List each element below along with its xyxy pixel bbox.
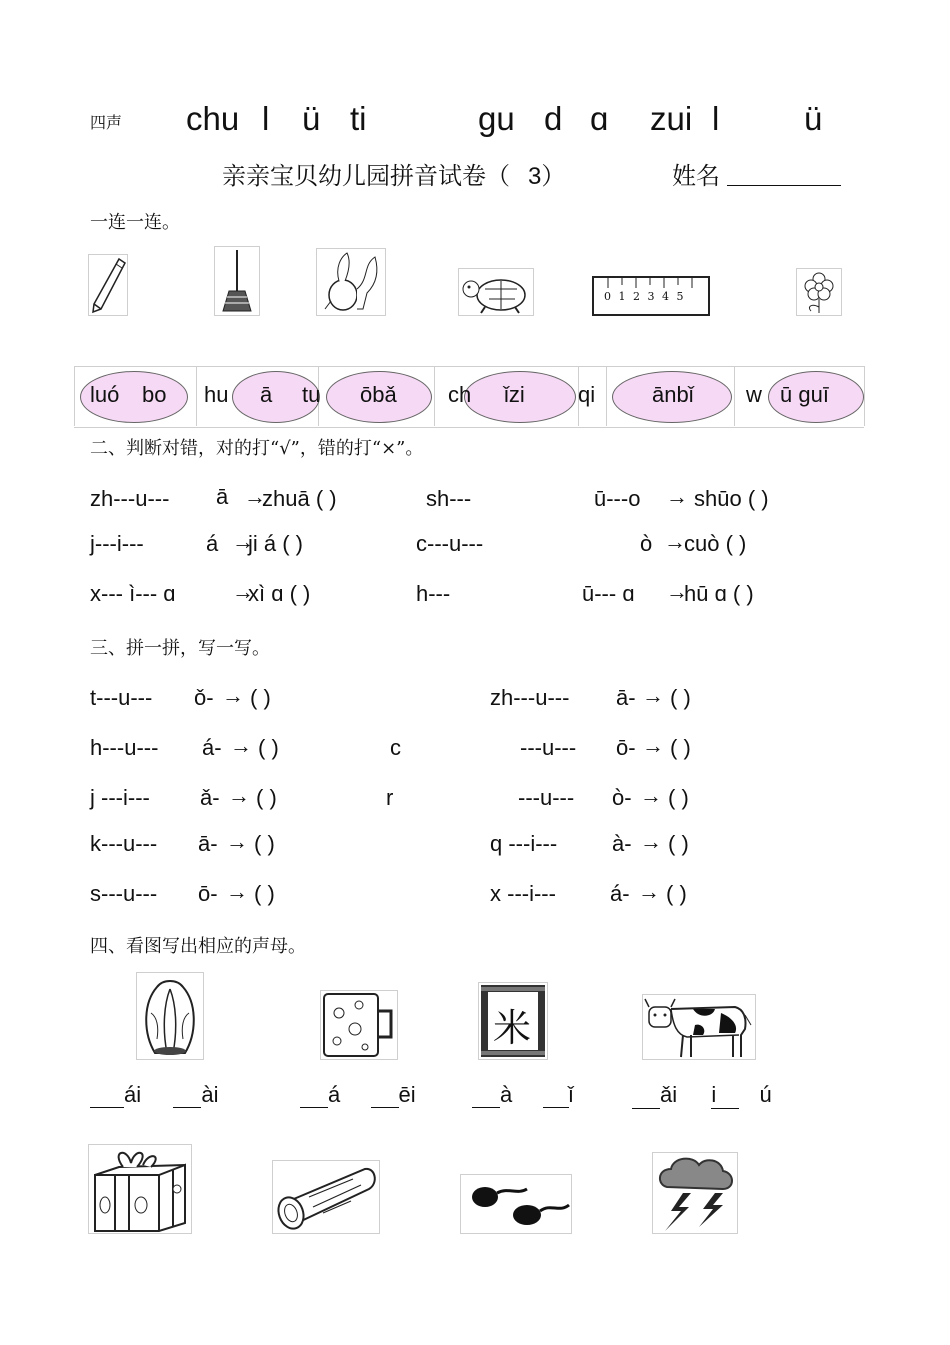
title-text: 亲亲宝贝幼儿园拼音试卷（ [222, 162, 510, 190]
arrow-icon: → [226, 829, 248, 854]
arrow-icon: → [666, 484, 688, 509]
tile-1-part-b: bo [142, 382, 167, 407]
top-pinyin-1: chu [186, 100, 240, 137]
tile-3-part-a: tu [302, 382, 321, 407]
arrow-icon: → [232, 579, 254, 604]
ruler-marks: 0 1 2 3 4 5 [604, 290, 684, 303]
arrow-icon: → [244, 484, 266, 509]
title-close: ） [541, 162, 566, 190]
answer-blank-1[interactable] [90, 1082, 219, 1108]
arrow-icon: → [642, 683, 664, 708]
tile-6-part-a: w [746, 382, 762, 407]
judge-row3b-result[interactable]: hū ɑ ( ) [684, 581, 754, 606]
blank-line[interactable] [90, 1087, 124, 1108]
top-pinyin-7: ɑ [590, 100, 609, 137]
spell-row1b-tone: ā- [616, 685, 636, 710]
top-pinyin-10: ü [804, 100, 823, 137]
arrow-icon: → [226, 879, 248, 904]
log-icon [272, 1160, 380, 1234]
cabbage-icon [136, 972, 204, 1060]
spell-row2b-tone: ō- [616, 735, 636, 760]
answer-blank-4[interactable] [632, 1082, 772, 1109]
spell-row2-answer[interactable]: ( ) [258, 735, 279, 760]
top-pinyin-9: l [712, 100, 720, 137]
judge-row2b-tone: ò [640, 531, 653, 556]
spell-row2b-answer[interactable]: ( ) [670, 735, 691, 760]
spell-row2-left: h---u--- [90, 735, 159, 760]
blank-final: à [500, 1082, 513, 1107]
blank-line[interactable] [632, 1088, 660, 1109]
spell-row3b-initial: r [386, 785, 394, 810]
arrow-icon: → [228, 783, 250, 808]
section4-heading: 四、看图写出相应的声母。 [90, 936, 306, 957]
tile-3-part-b: ōbǎ [360, 382, 397, 407]
judge-row1b-left: sh--- [426, 486, 472, 511]
spell-row1b-answer[interactable]: ( ) [670, 685, 691, 710]
broom-icon [214, 246, 260, 316]
blank-final: ǎi [660, 1082, 678, 1107]
answer-blank-3[interactable] [472, 1082, 573, 1108]
spell-row1-tone: ǒ- [194, 685, 214, 710]
judge-row1b-tone: ū---o [594, 486, 641, 511]
arrow-icon: → [222, 683, 244, 708]
top-pinyin-8: zui [650, 100, 693, 137]
blank-line[interactable] [300, 1087, 328, 1108]
cup-icon [320, 990, 398, 1060]
judge-row2b-left: c---u--- [416, 531, 484, 556]
blank-final: ài [201, 1082, 219, 1107]
arrow-icon: → [642, 733, 664, 758]
spell-row4-left: k---u--- [90, 831, 158, 856]
rice-character: 米 [493, 1006, 532, 1050]
arrow-icon: → [640, 783, 662, 808]
blank-final: ēi [398, 1082, 416, 1107]
blank-final: ái [124, 1082, 142, 1107]
blank-line[interactable] [472, 1087, 500, 1108]
ruler-icon [592, 276, 710, 316]
spell-row1-answer[interactable]: ( ) [250, 685, 271, 710]
top-pinyin-5: gu [478, 100, 515, 137]
turtle-icon [458, 268, 534, 316]
tile-6-part-b: ū guī [780, 382, 829, 407]
radish-icon [316, 248, 386, 316]
arrow-icon: → [232, 529, 254, 554]
arrow-icon: → [230, 733, 252, 758]
section1-heading: 一连一连。 [90, 212, 180, 233]
spell-row3b-answer[interactable]: ( ) [668, 785, 689, 810]
judge-row2-tone: á [206, 531, 219, 556]
blank-initial: i [711, 1082, 717, 1107]
spell-row4-answer[interactable]: ( ) [254, 831, 275, 856]
arrow-icon: → [664, 529, 686, 554]
section2-heading: 二、判断对错，对的打“√”，错的打“×”。 [90, 438, 424, 459]
title-number: 3 [528, 163, 542, 190]
spell-row3-left: j ---i--- [90, 785, 150, 810]
cloud-lightning-icon [652, 1152, 738, 1234]
name-label: 姓名 [672, 162, 720, 190]
spell-row3b-tone: ò- [612, 785, 632, 810]
spell-row5-tone: ō- [198, 881, 218, 906]
top-pinyin-4: ti [350, 100, 367, 137]
arrow-icon: → [640, 829, 662, 854]
cow-icon [642, 994, 756, 1060]
blank-final: ú [759, 1082, 772, 1107]
tadpole-icon [460, 1174, 572, 1234]
spell-row2b-initial: c [390, 735, 401, 760]
judge-row3b-left: h--- [416, 581, 451, 606]
judge-row3b-tone: ū--- ɑ [582, 581, 635, 606]
spell-row1-left: t---u--- [90, 685, 153, 710]
tile-2-part-b: ā [260, 382, 273, 407]
pencil-icon [88, 254, 128, 316]
spell-row5-left: s---u--- [90, 881, 158, 906]
judge-row1b-result[interactable]: shūo ( ) [694, 486, 769, 511]
tile-2-part-a: hu [204, 382, 229, 407]
judge-row1-result[interactable]: zhuā ( ) [262, 486, 337, 511]
judge-row2-left: j---i--- [90, 531, 144, 556]
spell-row5b-answer[interactable]: ( ) [666, 881, 687, 906]
blank-final: ǐ [568, 1082, 574, 1107]
top-pinyin-2: l [262, 100, 270, 137]
name-input-line[interactable] [727, 185, 841, 186]
spell-row4b-left: q ---i--- [490, 831, 558, 856]
spell-row3b-left: ---u--- [518, 785, 575, 810]
tile-5-part-b: ānbǐ [652, 382, 694, 407]
rice-icon [478, 982, 548, 1060]
judge-row3-left: x--- ì--- ɑ [90, 581, 176, 606]
blank-line[interactable] [543, 1087, 569, 1108]
judge-row2-result[interactable]: ji á ( ) [248, 531, 303, 556]
flower-icon [796, 268, 842, 316]
tile-4-part-b: ǐzi [504, 382, 525, 407]
top-pinyin-6: d [544, 100, 563, 137]
spell-row1b-left: zh---u--- [490, 685, 570, 710]
spell-row3-answer[interactable]: ( ) [256, 785, 277, 810]
answer-blank-2[interactable] [300, 1082, 416, 1108]
blank-final: á [328, 1082, 341, 1107]
spell-row2-tone: á- [202, 735, 222, 760]
tone-label: 四声 [90, 113, 123, 132]
judge-row1-tone: ā [216, 484, 229, 509]
blank-line[interactable] [711, 1082, 739, 1109]
spell-row5b-left: x ---i--- [490, 881, 556, 906]
tile-5-part-a: qi [578, 382, 596, 407]
spell-row4b-answer[interactable]: ( ) [668, 831, 689, 856]
judge-row3-result[interactable]: xì ɑ ( ) [248, 581, 311, 606]
section3-heading: 三、拼一拼，写一写。 [90, 638, 270, 659]
tile-1-part-a: luó [90, 382, 120, 407]
spell-row5-answer[interactable]: ( ) [254, 881, 275, 906]
spell-row4-tone: ā- [198, 831, 218, 856]
spell-row5b-tone: á- [610, 881, 630, 906]
judge-row1-left: zh---u--- [90, 486, 170, 511]
blank-line[interactable] [371, 1087, 399, 1108]
arrow-icon: → [638, 879, 660, 904]
top-pinyin-3: ü [302, 100, 321, 137]
judge-row2b-result[interactable]: cuò ( ) [684, 531, 747, 556]
page-title [222, 156, 565, 191]
gift-icon [88, 1144, 192, 1234]
spell-row3-tone: ǎ- [200, 785, 220, 810]
spell-row4b-tone: à- [612, 831, 632, 856]
blank-line[interactable] [173, 1087, 201, 1108]
arrow-icon: → [666, 579, 688, 604]
tile-4-part-a: ch [448, 382, 472, 407]
spell-row2b-left: ---u--- [520, 735, 577, 760]
